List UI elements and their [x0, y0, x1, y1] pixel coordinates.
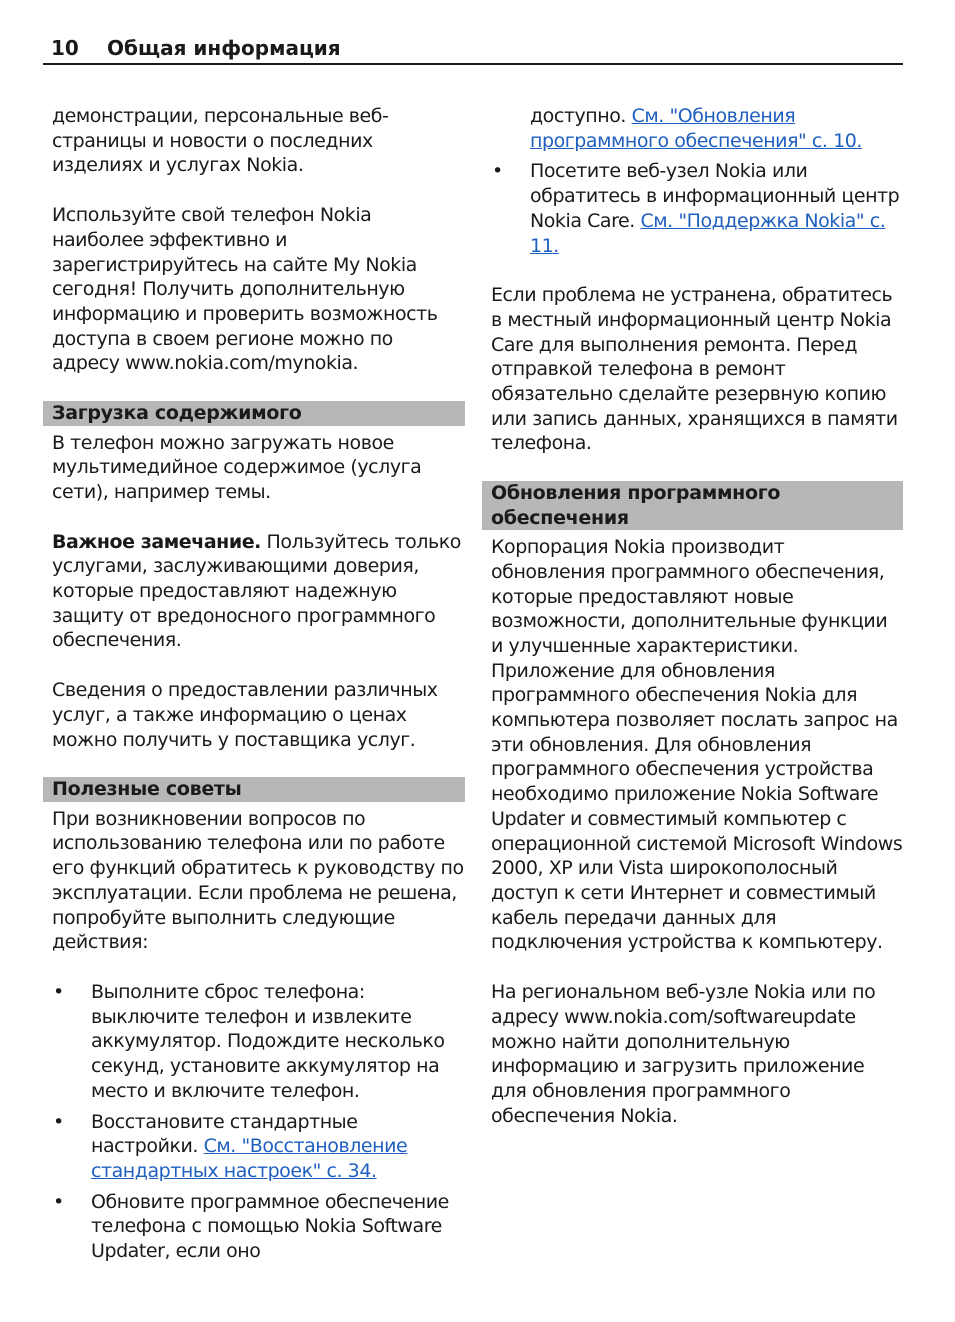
- paragraph-updates-website: На региональном веб-узле Nokia или по адресу www.nokia.com/softwareupdate можно найти дополнительную информацию и загрузить приложение для обновления программного обеспечения Nokia.: [491, 981, 876, 1127]
- bullet-icon: •: [492, 160, 503, 183]
- list-item: [482, 159, 903, 258]
- important-note-label: Важное замечание.: [52, 530, 261, 553]
- page-header: [43, 36, 903, 65]
- list-item: [43, 1110, 465, 1184]
- paragraph-my-nokia: Используйте свой телефон Nokia наиболее эффективно и зарегистрируйтесь на сайте My Nokia сегодня! Получить дополнительную информацию и проверить возможность доступа в своем регионе можно по адресу www.nokia.com/mynokia.: [52, 204, 438, 375]
- link-nokia-support[interactable]: См. "Поддержка Nokia" с. 11.: [530, 209, 886, 257]
- section-heading-tips: Полезные советы: [43, 777, 465, 802]
- list-item-text: Восстановите стандартные настройки.: [91, 1110, 358, 1158]
- tips-list: [43, 980, 465, 1264]
- link-restore-settings[interactable]: См. "Восстановление стандартных настроек" с. 34.: [91, 1135, 408, 1182]
- tips-list-continued: [482, 104, 903, 258]
- list-item: [43, 980, 465, 1104]
- paragraph-repair: Если проблема не устранена, обратитесь в местный информационный центр Nokia Care для выполнения ремонта. Перед отправкой телефона в ремонт обязательно сделайте резервную копию или запись данных, хранящихся в памяти телефона.: [491, 284, 898, 455]
- section-heading-updates: Обновления программного обеспечения: [482, 481, 903, 530]
- list-item-text: Выполните сброс телефона: выключите телефон и извлеките аккумулятор. Подождите несколько секунд, установите аккумулятор на место и включите телефон.: [91, 980, 445, 1102]
- list-item-text: Обновите программное обеспечение телефона с помощью Nokia Software Updater, если оно: [91, 1190, 449, 1263]
- paragraph-updates: Корпорация Nokia производит обновления программного обеспечения, которые предоставляют новые возможности, дополнительные функции и улучшенные характеристики. Приложение для обновления программного обеспечения Nokia для компьютера позволяет послать запрос на эти обновления. Для обновления программного обеспечения устройства необходимо приложение Nokia Software Updater и совместимый компьютер с операционной системой Microsoft Windows 2000, XP или Vista широкополосный доступ к сети Интернет и совместимый кабель передачи данных для подключения устройства к компьютеру.: [491, 536, 903, 954]
- list-item-text: Посетите веб-узел Nokia или обратитесь в информационный центр Nokia Care.: [530, 160, 900, 232]
- page-number: 10: [51, 36, 79, 60]
- paragraph-important-note: [43, 530, 465, 654]
- bullet-icon: •: [53, 1190, 64, 1213]
- left-column: [43, 104, 465, 1289]
- bullet-icon: •: [53, 980, 64, 1003]
- paragraph-intro-continued: демонстрации, персональные веб-страницы и новости о последних изделиях и услугах Nokia.: [52, 105, 389, 177]
- list-item-text: доступно.: [530, 105, 632, 127]
- page-title: Общая информация: [107, 36, 341, 60]
- link-software-updates[interactable]: См. "Обновления программного обеспечения" с. 10.: [530, 105, 862, 152]
- section-heading-download: Загрузка содержимого: [43, 401, 465, 426]
- list-item: [43, 1190, 465, 1264]
- right-column: [482, 104, 903, 1153]
- important-note-text: Пользуйтесь только услугами, заслуживающими доверия, которые предоставляют надежную защиту от вредоносного программного обеспечения.: [52, 530, 461, 652]
- list-item-continued: [482, 104, 903, 153]
- paragraph-download: В телефон можно загружать новое мультимедийное содержимое (услуга сети), например темы.: [52, 431, 422, 503]
- paragraph-services-info: Сведения о предоставлении различных услуг, а также информацию о ценах можно получить у поставщика услуг.: [52, 679, 438, 751]
- paragraph-tips: При возникновении вопросов по использованию телефона или по работе его функций обратитесь к руководству по эксплуатации. Если проблема не решена, попробуйте выполнить следующие действия:: [52, 807, 464, 954]
- bullet-icon: •: [53, 1110, 64, 1133]
